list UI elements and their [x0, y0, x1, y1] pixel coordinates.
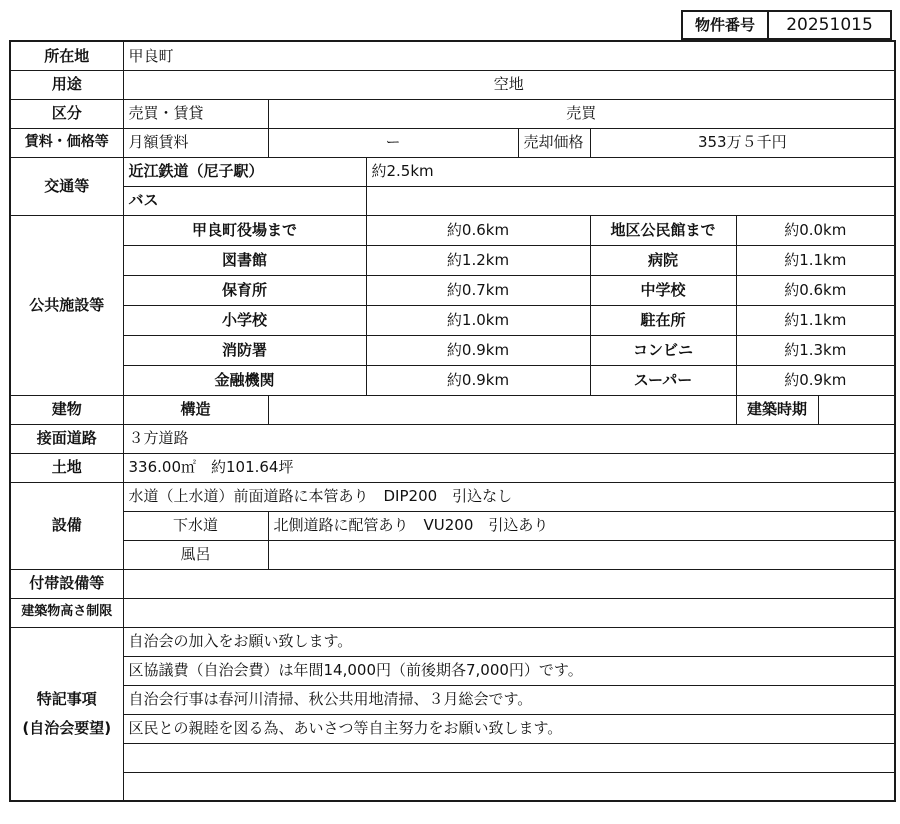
facility-name: 保育所 — [123, 275, 366, 305]
facility-row — [10, 275, 895, 305]
category-value: 売買 — [268, 99, 895, 128]
note-line — [123, 772, 895, 801]
sale-value: 353万５千円 — [590, 128, 895, 157]
facility-row — [10, 215, 895, 245]
facility-name: 駐在所 — [590, 305, 736, 335]
note-line: 自治会の加入をお願い致します。 — [123, 627, 895, 656]
building-label: 建物 — [10, 395, 123, 424]
facility-name: 甲良町役場まで — [123, 215, 366, 245]
facility-distance: 約0.6km — [366, 215, 590, 245]
attached-label: 付帯設備等 — [10, 569, 123, 598]
note-line: 区民との親睦を図る為、あいさつ等自主努力をお願い致します。 — [123, 714, 895, 743]
attached-value — [123, 569, 895, 598]
facility-row — [10, 245, 895, 275]
row-transport-bus — [10, 186, 895, 215]
bath-label: 風呂 — [123, 540, 268, 569]
facility-distance: 約1.1km — [736, 245, 895, 275]
row-equipment-bath — [10, 540, 895, 569]
row-price — [10, 128, 895, 157]
sewer-label: 下水道 — [123, 511, 268, 540]
facilities-label: 公共施設等 — [10, 215, 123, 395]
built-value — [818, 395, 895, 424]
facility-distance: 約0.9km — [366, 365, 590, 395]
facility-row — [10, 335, 895, 365]
facility-distance: 約1.3km — [736, 335, 895, 365]
row-equipment-water — [10, 482, 895, 511]
sale-label: 売却価格 — [518, 128, 590, 157]
facility-distance: 約0.0km — [736, 215, 895, 245]
height-limit-label: 建築物高さ制限 — [10, 598, 123, 627]
price-label: 賃料・価格等 — [10, 128, 123, 157]
notes-label-line2: (自治会要望) — [22, 718, 112, 737]
facility-name: 図書館 — [123, 245, 366, 275]
notes-label-line1: 特記事項 — [36, 690, 97, 709]
facility-name: 病院 — [590, 245, 736, 275]
row-location — [10, 41, 895, 70]
rail-distance: 約2.5km — [366, 157, 895, 186]
facility-distance: 約0.9km — [366, 335, 590, 365]
bath-value — [268, 540, 895, 569]
road-label: 接面道路 — [10, 424, 123, 453]
structure-label: 構造 — [123, 395, 268, 424]
road-value: ３方道路 — [123, 424, 895, 453]
equipment-label: 設備 — [10, 482, 123, 569]
row-category — [10, 99, 895, 128]
category-type: 売買・賃貸 — [123, 99, 268, 128]
notes-row — [10, 772, 895, 801]
notes-row — [10, 714, 895, 743]
location-value: 甲良町 — [123, 41, 895, 70]
row-equipment-sewer — [10, 511, 895, 540]
row-usage — [10, 70, 895, 99]
note-line: 区協議費（自治会費）は年間14,000円（前後期各7,000円）です。 — [123, 656, 895, 685]
note-line — [123, 743, 895, 772]
facility-distance: 約1.1km — [736, 305, 895, 335]
usage-value: 空地 — [123, 70, 895, 99]
row-land — [10, 453, 895, 482]
usage-label: 用途 — [10, 70, 123, 99]
facility-distance: 約0.9km — [736, 365, 895, 395]
structure-value — [268, 395, 736, 424]
water-value: 水道（上水道）前面道路に本管あり DIP200 引込なし — [123, 482, 895, 511]
notes-label — [10, 627, 123, 801]
rail-line: 近江鉄道（尼子駅） — [123, 157, 366, 186]
facility-row — [10, 305, 895, 335]
facility-name: スーパー — [590, 365, 736, 395]
rent-label: 月額賃料 — [123, 128, 268, 157]
facility-distance: 約0.7km — [366, 275, 590, 305]
notes-row — [10, 743, 895, 772]
notes-row — [10, 627, 895, 656]
property-number-box — [681, 10, 892, 40]
row-height-limit — [10, 598, 895, 627]
row-transport-rail — [10, 157, 895, 186]
height-limit-value — [123, 598, 895, 627]
facility-row — [10, 365, 895, 395]
built-label: 建築時期 — [736, 395, 818, 424]
transport-label: 交通等 — [10, 157, 123, 215]
property-number-label: 物件番号 — [682, 11, 768, 39]
row-attached — [10, 569, 895, 598]
rent-value: ー — [268, 128, 518, 157]
facility-name: 地区公民館まで — [590, 215, 736, 245]
facility-name: 中学校 — [590, 275, 736, 305]
row-building — [10, 395, 895, 424]
notes-row — [10, 656, 895, 685]
note-line: 自治会行事は春河川清掃、秋公共用地清掃、３月総会です。 — [123, 685, 895, 714]
location-label: 所在地 — [10, 41, 123, 70]
property-number-value: 20251015 — [768, 11, 891, 39]
sewer-value: 北側道路に配管あり VU200 引込あり — [268, 511, 895, 540]
facility-name: 小学校 — [123, 305, 366, 335]
facility-distance: 約1.0km — [366, 305, 590, 335]
land-value: 336.00㎡ 約101.64坪 — [123, 453, 895, 482]
notes-row — [10, 685, 895, 714]
facility-distance: 約1.2km — [366, 245, 590, 275]
bus-line: バス — [123, 186, 366, 215]
facility-name: コンビニ — [590, 335, 736, 365]
facility-distance: 約0.6km — [736, 275, 895, 305]
land-label: 土地 — [10, 453, 123, 482]
category-label: 区分 — [10, 99, 123, 128]
bus-distance — [366, 186, 895, 215]
row-road — [10, 424, 895, 453]
facility-name: 金融機関 — [123, 365, 366, 395]
property-sheet — [9, 40, 896, 802]
facility-name: 消防署 — [123, 335, 366, 365]
